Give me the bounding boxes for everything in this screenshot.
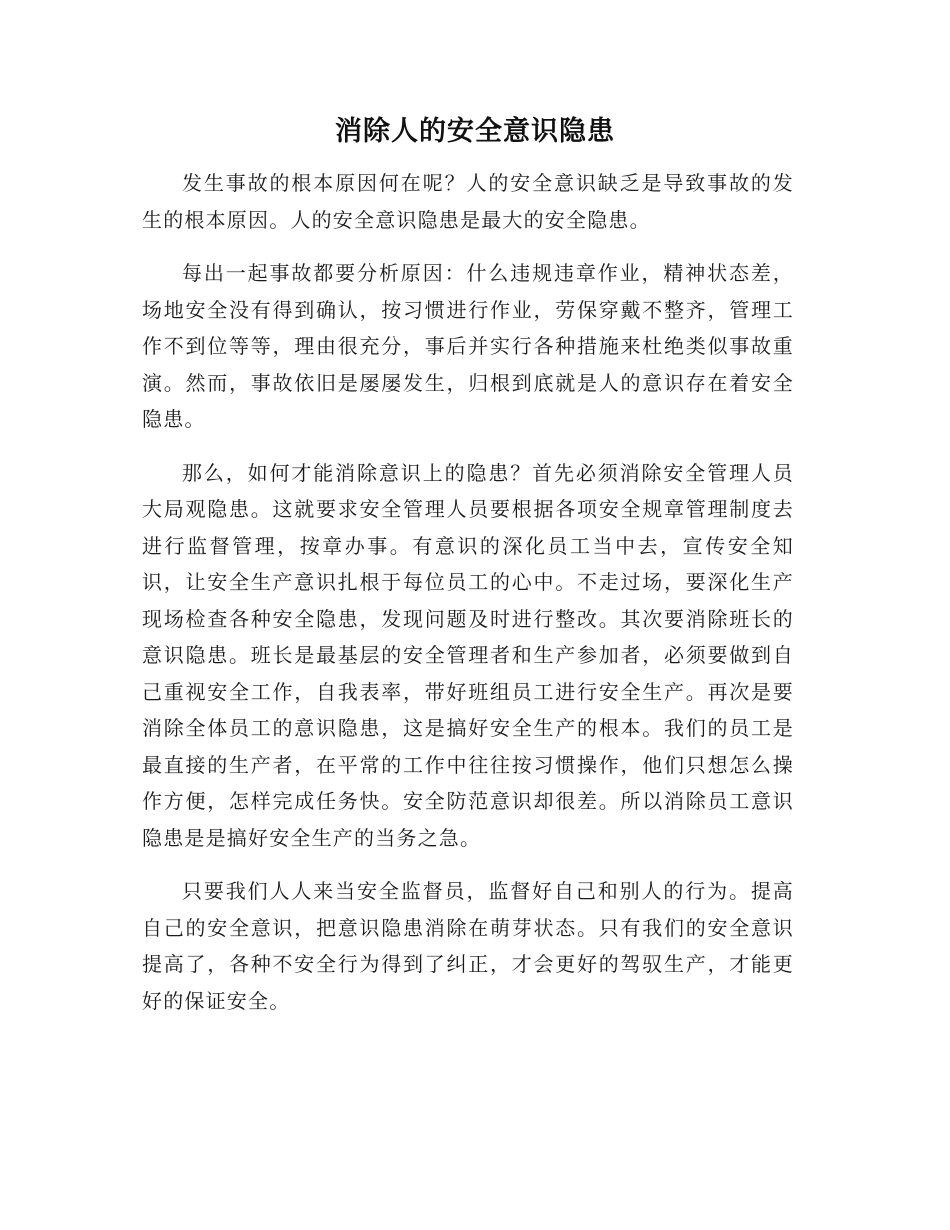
document-title: 消除人的安全意识隐患 <box>335 116 615 147</box>
paragraph-3: 那么，如何才能消除意识上的隐患？首先必须消除安全管理人员大局观隐患。这就要求安全管理人员要根据各项安全规章管理制度去进行监督管理，按章办事。有意识的深化员工当中去，宣传安全知识，让安全生产意识扎根于每位员工的心中。不走过场，要深化生产现场检查各种安全隐患，发现问题及时进行整改。其次要消除班长的意识隐患。班长是最基层的安全管理者和生产参加者，必须要做到自己重视安全工作，自我表率，带好班组员工进行安全生产。再次是要消除全体员工的意识隐患，这是搞好安全生产的根本。我们的员工是最直接的生产者，在平常的工作中往往按习惯操作，他们只想怎么操作方便，怎样完成任务快。安全防范意识却很差。所以消除员工意识隐患是是搞好安全生产的当务之急。 <box>142 460 794 850</box>
paragraph-1: 发生事故的根本原因何在呢？人的安全意识缺乏是导致事故的发生的根本原因。人的安全意识隐患是最大的安全隐患。 <box>142 171 794 232</box>
paragraph-2: 每出一起事故都要分析原因：什么违规违章作业，精神状态差，场地安全没有得到确认，按习惯进行作业，劳保穿戴不整齐，管理工作不到位等等，理由很充分，事后并实行各种措施来杜绝类似事故重演。然而，事故依旧是屡屡发生，归根到底就是人的意识存在着安全隐患。 <box>142 261 794 431</box>
paragraph-4: 只要我们人人来当安全监督员，监督好自己和别人的行为。提高自己的安全意识，把意识隐患消除在萌芽状态。只有我们的安全意识提高了，各种不安全行为得到了纠正，才会更好的驾驭生产，才能更好的保证安全。 <box>142 879 794 1013</box>
document-body <box>142 165 794 1036</box>
